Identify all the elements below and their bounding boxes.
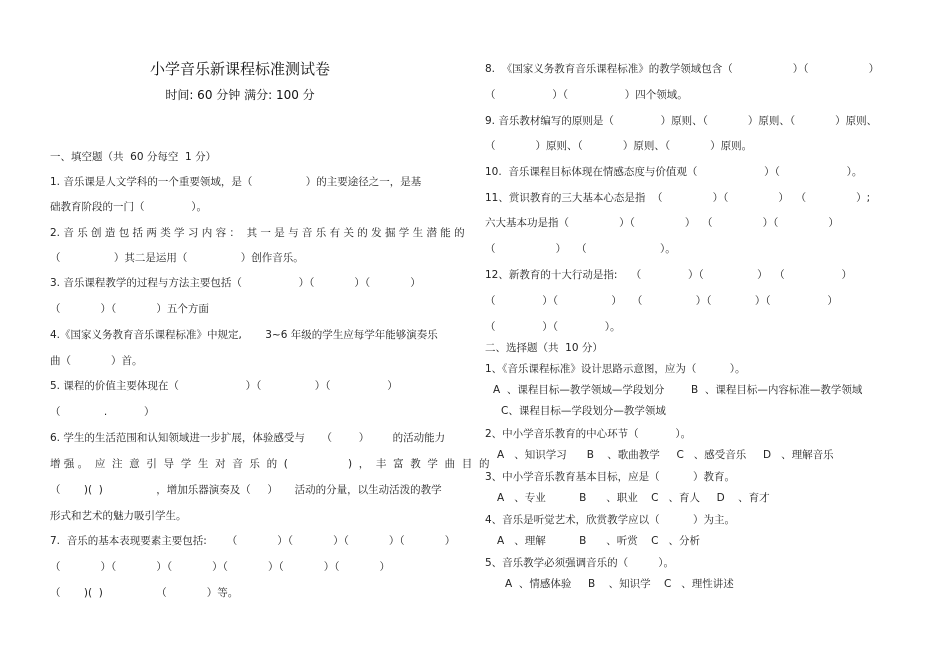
- question-line: 增 强 。 应 注 意 引 导 学 生 对 音 乐 的 ( ) ， 丰 富 教 学 曲 目 的: [50, 458, 490, 470]
- time-and-score: 时间: 60 分钟 满分: 100 分: [165, 88, 315, 102]
- question-line: 8. 《国家义务教育音乐课程标准》的教学领域包含（ ）（ ）: [485, 63, 880, 75]
- question-line: 2、中小学音乐教育的中心环节（ ）。: [485, 428, 692, 440]
- question-line: C、课程目标—学段划分—教学领域: [501, 405, 666, 417]
- question-line: （ ）（ ） （ ）（ ）（ ）: [485, 295, 838, 307]
- question-line: 3、中小学音乐教育基本目标，应是（ ）教育。: [485, 471, 736, 483]
- question-line: 4、音乐是听觉艺术，欣赏教学应以（ ）为主。: [485, 514, 736, 526]
- question-line: （ ）（ ）四个领域。: [485, 89, 688, 101]
- question-line: 二、选择题（共 10 分）: [485, 342, 603, 354]
- question-line: 9. 音乐教材编写的原则是（ ）原则、（ ）原则、（ ）原则、: [485, 115, 878, 127]
- question-line: （ ）原则、（ ）原则、（ ）原则。: [485, 140, 753, 152]
- question-line: A 、专业 B 、职业 C 、育人 D 、育才: [497, 492, 770, 504]
- question-line: A 、课程目标—教学领域—学段划分 B 、课程目标—内容标准—教学领域: [493, 384, 863, 396]
- question-line: 1. 音乐课是人文学科的一个重要领域，是（ ）的主要途径之一，是基: [50, 176, 422, 188]
- question-line: （ . ）: [50, 406, 155, 418]
- question-line: 一、填空题（共 60 分每空 1 分）: [50, 151, 217, 163]
- question-line: （ ）（ ）（ ）（ ）（ ）（ ）: [50, 561, 391, 573]
- question-line: 6. 学生的生活范围和认知领域进一步扩展，体验感受与 （ ） 的活动能力: [50, 432, 446, 444]
- question-line: 2. 音 乐 创 造 包 括 两 类 学 习 内 容 ： 其 一 是 与 音 乐 有 关 的 发 掘 学 生 潜 能 的: [50, 227, 465, 239]
- question-line: 4.《国家义务教育音乐课程标准》中规定, 3~6 年级的学生应每学年能够演奏乐: [50, 329, 438, 341]
- question-line: 11、赏识教育的三大基本心态是指 （ ）（ ） （ ）;: [485, 192, 871, 204]
- question-line: A 、情感体验 B 、知识学 C 、理性讲述: [505, 578, 734, 590]
- question-line: （ ）（ ）五个方面: [50, 303, 209, 315]
- question-line: 10. 音乐课程目标体现在情感态度与价值观（ ）（ ）。: [485, 166, 863, 178]
- question-line: 形式和艺术的魅力吸引学生。: [50, 510, 187, 522]
- question-line: 1、《音乐课程标准》设计思路示意图，应为（ ）。: [485, 363, 746, 375]
- question-line: 六大基本功是指（ ）（ ） （ ）（ ）: [485, 217, 839, 229]
- question-line: （ )( ) （ ）等。: [50, 587, 239, 599]
- question-line: （ ） （ ）。: [485, 243, 676, 255]
- question-line: A 、理解 B 、听赏 C 、分析: [497, 535, 700, 547]
- question-line: 础教育阶段的一门（ ）。: [50, 201, 207, 213]
- question-line: 5. 课程的价值主要体现在（ ）（ ）（ ）: [50, 380, 398, 392]
- question-line: 5、音乐教学必须强调音乐的（ ）。: [485, 557, 674, 569]
- question-line: A 、知识学习 B 、歌曲教学 C 、感受音乐 D 、理解音乐: [497, 449, 834, 461]
- question-line: （ ）其二是运用（ ）创作音乐。: [50, 252, 304, 264]
- question-line: 7. 音乐的基本表现要素主要包括: （ ）（ ）（ ）（ ）: [50, 535, 456, 547]
- question-line: 3. 音乐课程教学的过程与方法主要包括（ ）（ ）（ ）: [50, 277, 421, 289]
- page-title: 小学音乐新课程标准测试卷: [149, 60, 330, 78]
- question-line: （ )( ) ，增加乐器演奏及（ ） 活动的分量，以生动活泼的教学: [50, 484, 442, 496]
- question-line: 曲（ ）首。: [50, 355, 143, 367]
- question-line: （ ）（ ）。: [485, 321, 621, 333]
- question-line: 12、新教育的十大行动是指: （ ）（ ） （ ）: [485, 269, 853, 281]
